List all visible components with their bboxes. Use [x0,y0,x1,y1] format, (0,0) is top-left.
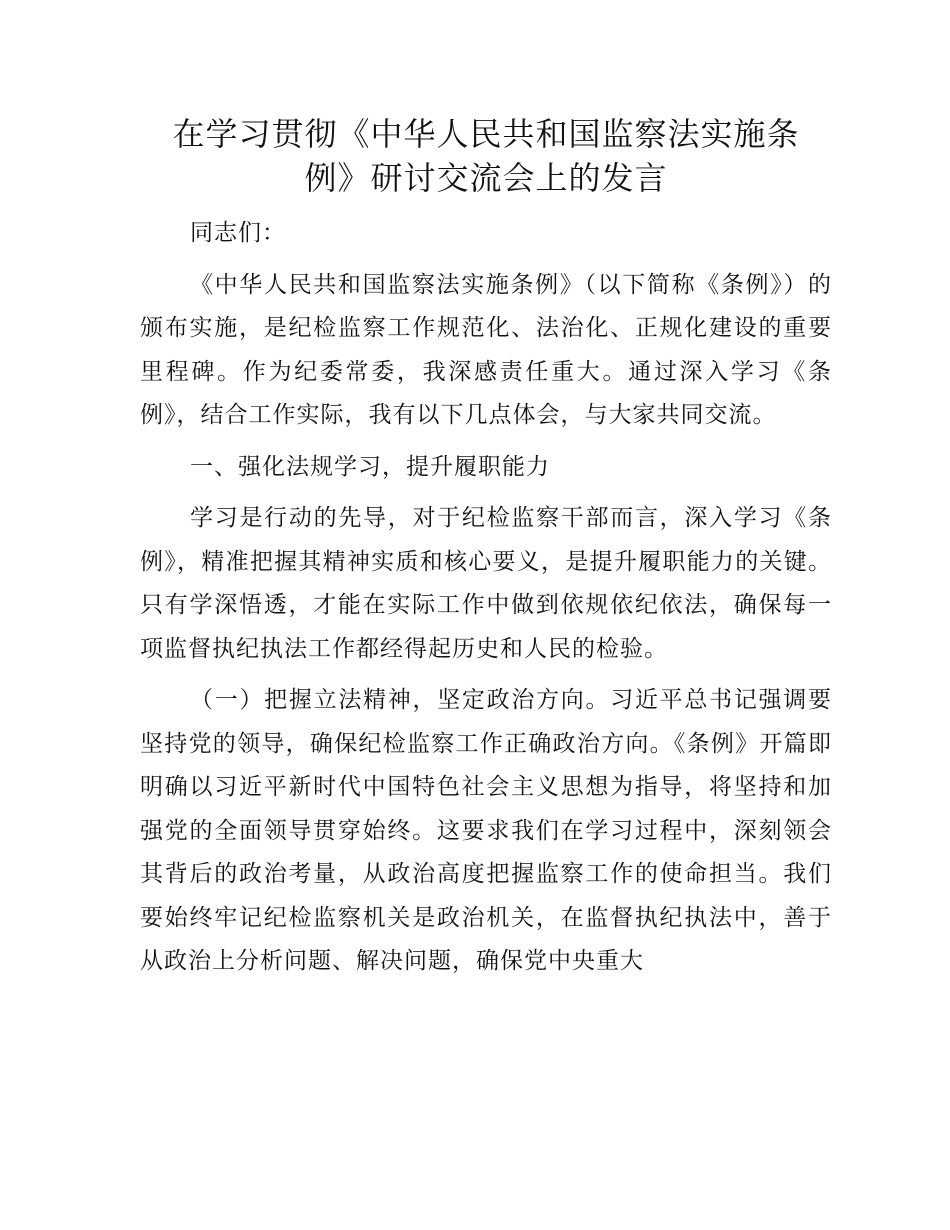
salutation: 同志们： [190,220,286,246]
section-heading-1: 一、强化法规学习，提升履职能力 [190,453,550,480]
body-paragraph-2: （一）把握立法精神，坚定政治方向。习近平总书记强调要坚持党的领导，确保纪检监察工作正确政治方向。《条例》开篇即明确以习近平新时代中国特色社会主义思想为指导，将坚持和加强党的全面领导贯穿始终。这要求我们在学习过程中，深刻领会其背后的政治考量，从政治高度把握监察工作的使命担当。我们要始终牢记纪检监察机关是政治机关，在监督执纪执法中，善于从政治上分析问题、解决问题，确保党中央重大 [140,687,832,974]
document-title [140,112,832,200]
title-line-1: 在学习贯彻《中华人民共和国监察法实施条 [172,115,800,153]
title-line-2: 例》研讨交流会上的发言 [304,159,668,197]
body-paragraph-1: 学习是行动的先导，对于纪检监察干部而言，深入学习《条例》，精准把握其精神实质和核心要义，是提升履职能力的关键。只有学深悟透，才能在实际工作中做到依规依纪依法，确保每一项监督执纪执法工作都经得起历史和人民的检验。 [140,505,832,662]
document-page [140,112,832,984]
intro-paragraph: 《中华人民共和国监察法实施条例》（以下简称《条例》）的颁布实施，是纪检监察工作规范化、法治化、正规化建设的重要里程碑。作为纪委常委，我深感责任重大。通过深入学习《条例》，结合工作实际，我有以下几点体会，与大家共同交流。 [140,271,832,428]
